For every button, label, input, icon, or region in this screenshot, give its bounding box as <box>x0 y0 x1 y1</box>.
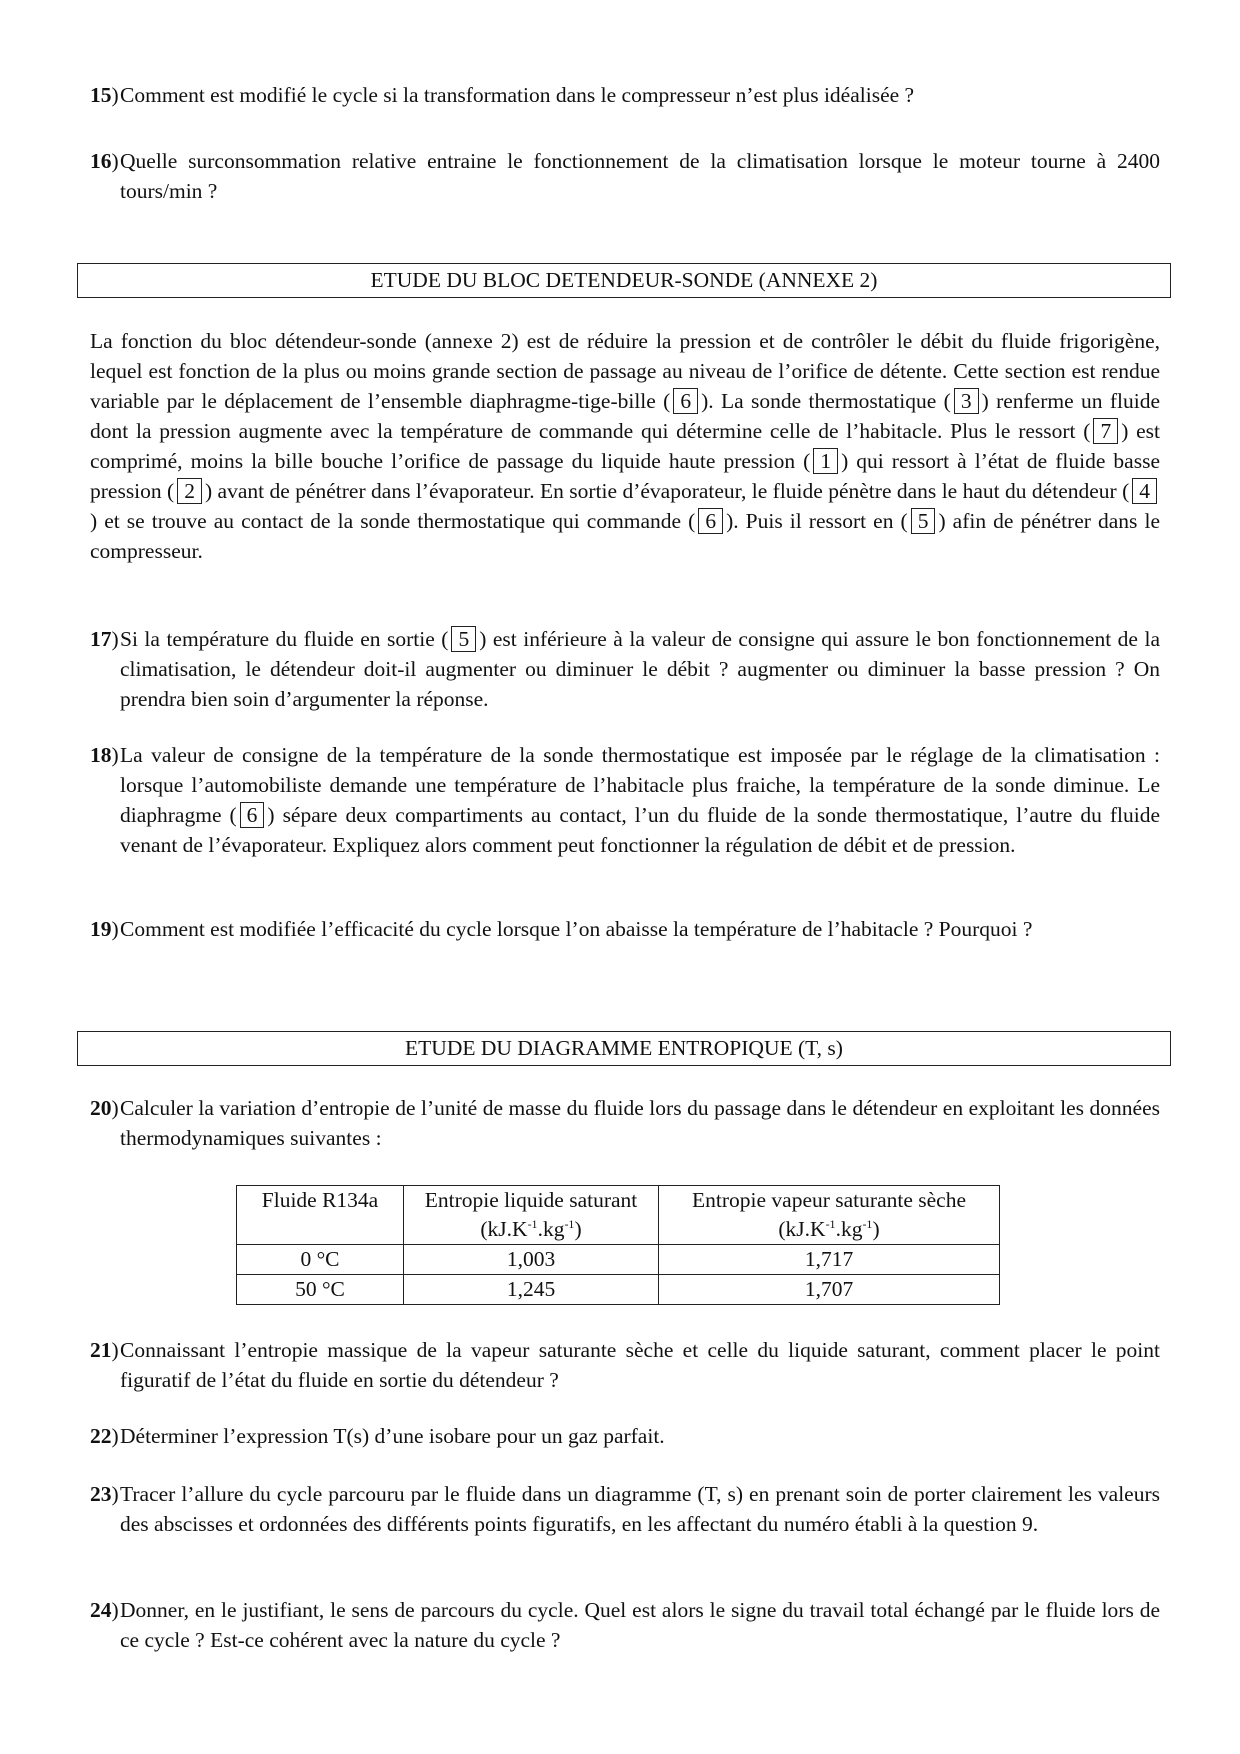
entropy-table <box>236 1185 1000 1305</box>
header-vapeur: Entropie vapeur saturante sèche $(kJ.K^{-1}.kg^{-1})$ <box>659 1186 1000 1245</box>
section-header-diagramme: ETUDE DU DIAGRAMME ENTROPIQUE (T, s) <box>77 1031 1171 1066</box>
cell-liquide: 1,003 <box>404 1245 659 1275</box>
ref-box: 7 <box>1093 418 1118 444</box>
ref-box: 4 <box>1132 478 1157 504</box>
cell-temperature: 50 °C <box>237 1275 404 1305</box>
question-number: 15) <box>90 83 119 107</box>
question-22 <box>90 1421 1160 1451</box>
question-text: Tracer l’allure du cycle parcouru par le fluide dans un diagramme (T, s) en prenant soin de porter clairement les valeurs des abscisses et ordonnées des différents points figuratifs, en les affectant du numéro établi à la question 9. <box>120 1482 1160 1536</box>
question-number: 21) <box>90 1338 119 1362</box>
ref-box: 5 <box>911 508 936 534</box>
ref-box: 6 <box>698 508 723 534</box>
question-18: 18) La valeur de consigne de la température de la sonde thermostatique est imposée par le réglage de la climatisation : lorsque l’automobiliste demande une température de l’habitacle plus fraiche, la température de la sonde diminue. Le diaphragme ( 6 ) sépare deux compartiments au contact, l’un du fluide de la sonde thermostatique, l’autre du fluide venant de l’évaporateur. Expliquez alors comment peut fonctionner la régulation de débit et de pression. <box>90 740 1160 860</box>
ref-box: 5 <box>451 626 476 652</box>
ref-box: 2 <box>177 478 202 504</box>
question-text: Connaissant l’entropie massique de la vapeur saturante sèche et celle du liquide saturant, comment placer le point figuratif de l’état du fluide en sortie du détendeur ? <box>120 1338 1160 1392</box>
table-header-row <box>237 1186 1000 1245</box>
question-number: 20) <box>90 1096 119 1120</box>
question-24 <box>90 1595 1160 1655</box>
header-fluide: Fluide R134a <box>237 1186 404 1245</box>
question-number: 17) <box>90 627 119 651</box>
cell-vapeur: 1,707 <box>659 1275 1000 1305</box>
ref-box: 6 <box>673 388 698 414</box>
question-16 <box>90 146 1160 206</box>
question-21 <box>90 1335 1160 1395</box>
question-number: 24) <box>90 1598 119 1622</box>
question-text: Comment est modifiée l’efficacité du cycle lorsque l’on abaisse la température de l’habitacle ? Pourquoi ? <box>120 917 1033 941</box>
intro-paragraph: La fonction du bloc détendeur-sonde (annexe 2) est de réduire la pression et de contrôler le débit du fluide frigorigène, lequel est fonction de la plus ou moins grande section de passage au niveau de l’orifice de détente. Cette section est rendue variable par le déplacement de l’ensemble diaphragme-tige-bille ( 6 ). La sonde thermostatique ( 3 ) renferme un fluide dont la pression augmente avec la température de commande qui détermine celle de l’habitacle. Plus le ressort ( 7 ) est comprimé, moins la bille bouche l’orifice de passage du liquide haute pression ( 1 ) qui ressort à l’état de fluide basse pression ( 2 ) avant de pénétrer dans l’évaporateur. En sortie d’évaporateur, le fluide pénètre dans le haut du détendeur ( 4) et se trouve au contact de la sonde thermostatique qui commande ( 6 ). Puis il ressort en ( 5 ) afin de pénétrer dans le compresseur. <box>90 329 1161 563</box>
table-row <box>237 1275 1000 1305</box>
question-15 <box>90 80 1160 110</box>
question-17: 17) Si la température du fluide en sortie ( 5 ) est inférieure à la valeur de consigne qui assure le bon fonctionnement de la climatisation, le détendeur doit-il augmenter ou diminuer le débit ? augmenter ou diminuer la basse pression ? On prendra bien soin d’argumenter la réponse. <box>90 624 1160 714</box>
table-row <box>237 1245 1000 1275</box>
question-23 <box>90 1479 1160 1539</box>
question-number: 18) <box>90 743 119 767</box>
question-text: Déterminer l’expression T(s) d’une isobare pour un gaz parfait. <box>120 1424 665 1448</box>
cell-vapeur: 1,717 <box>659 1245 1000 1275</box>
question-number: 16) <box>90 149 119 173</box>
header-liquide: Entropie liquide saturant $(kJ.K^{-1}.kg^{-1})$ <box>404 1186 659 1245</box>
ref-box: 6 <box>240 802 265 828</box>
question-text: Comment est modifié le cycle si la transformation dans le compresseur n’est plus idéalisée ? <box>120 83 915 107</box>
question-text: Donner, en le justifiant, le sens de parcours du cycle. Quel est alors le signe du travail total échangé par le fluide lors de ce cycle ? Est-ce cohérent avec la nature du cycle ? <box>120 1598 1160 1652</box>
question-text: Quelle surconsommation relative entraine le fonctionnement de la climatisation lorsque le moteur tourne à 2400 tours/min ? <box>120 149 1160 203</box>
question-number: 22) <box>90 1424 119 1448</box>
question-text: Calculer la variation d’entropie de l’unité de masse du fluide lors du passage dans le détendeur en exploitant les données thermodynamiques suivantes : <box>120 1096 1160 1150</box>
section-header-detendeur: ETUDE DU BLOC DETENDEUR-SONDE (ANNEXE 2) <box>77 263 1171 298</box>
question-19 <box>90 914 1160 944</box>
cell-temperature: 0 °C <box>237 1245 404 1275</box>
question-20 <box>90 1093 1160 1153</box>
cell-liquide: 1,245 <box>404 1275 659 1305</box>
ref-box: 1 <box>813 448 838 474</box>
question-number: 19) <box>90 917 119 941</box>
ref-box: 3 <box>954 388 979 414</box>
question-number: 23) <box>90 1482 119 1506</box>
